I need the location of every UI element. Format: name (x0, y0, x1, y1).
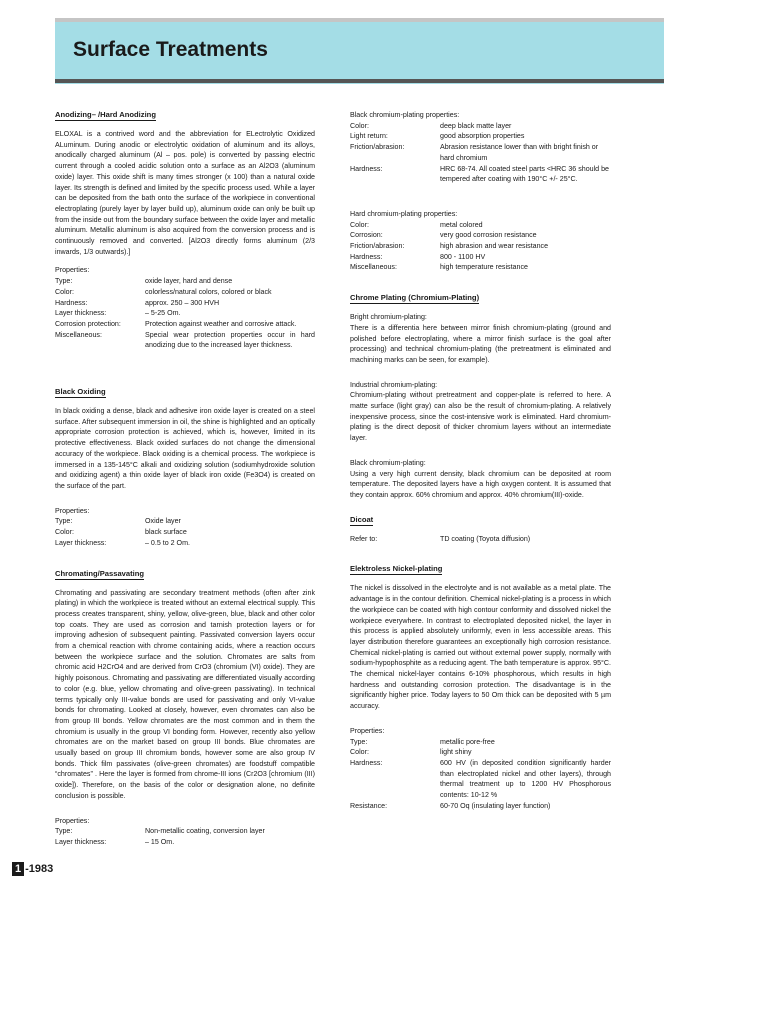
right-column (350, 110, 611, 811)
property-value: Abrasion resistance lower than with bright finish or hard chromium (440, 143, 599, 162)
property-row (350, 737, 611, 748)
property-row (350, 747, 611, 758)
property-key: Friction/abrasion: (350, 143, 405, 152)
property-row (350, 121, 611, 132)
property-row (350, 131, 611, 142)
property-key: Type: (55, 517, 73, 526)
section-body: In black oxiding a dense, black and adhesive iron oxide layer is created on a steel surface. After subsequent immersion in oil, the shine is highlighted and an optically appropriate corrosion protection is achieved, which is, however, limited in its protective effectiveness. Black oxided surfaces do not change the dimensional accuracy of the workpiece. Black oxiding is a chemical process. The workpiece is immersed in a 135-145°C alkali and oxidizing solution (sodiumhydroxide solution and oxidizing agent) a thin oxide layer of black iron oxide (Fe3O4) is created on the surface of the part. (55, 407, 315, 490)
section-heading: Anodizing– /Hard Anodizing (55, 110, 156, 119)
property-key: Hardness: (350, 758, 383, 767)
section-black-chromium-properties (350, 110, 611, 185)
properties-list (350, 737, 611, 812)
subsection-title: Bright chromium-plating: (350, 313, 427, 322)
property-key: Miscellaneous: (55, 330, 102, 339)
properties-title: Properties: (55, 816, 90, 825)
property-value: Non-metallic coating, conversion layer (145, 827, 265, 836)
property-value: high abrasion and wear resistance (440, 242, 549, 251)
properties-list (350, 220, 611, 274)
subsection-body: There is a differentia here between mirror finish chromium-plating (ground and polished before electroplating, where a mirror finish surface is the goal after processing) and technical chromium-plating (the pretreatment is eliminated and machining marks can be seen, for example). (350, 323, 611, 364)
property-value: deep black matte layer (440, 121, 512, 130)
property-row (350, 230, 611, 241)
property-key: Color: (350, 220, 369, 229)
property-value: approx. 250 – 300 HVH (145, 298, 220, 307)
property-row (350, 262, 611, 273)
property-value: – 5-25 Om. (145, 309, 181, 318)
property-row (55, 308, 315, 319)
property-row (55, 538, 315, 549)
property-value: metallic pore-free (440, 737, 495, 746)
section-heading: Dicoat (350, 514, 374, 524)
properties-title: Properties: (55, 506, 90, 515)
property-key: Color: (55, 528, 74, 537)
property-value: 60-70 Oq (insulating layer function) (440, 801, 551, 810)
property-key: Friction/abrasion: (350, 242, 405, 251)
property-row (350, 164, 611, 185)
property-key: Type: (350, 737, 368, 746)
property-value: 600 HV (in deposited condition significantly harder than electroplated nickel and other layers), through thermal treatment up to 1200 HV Phosphorous contents: 10-12 % (440, 758, 611, 800)
section-number-badge: 1 (12, 862, 24, 876)
property-row (55, 516, 315, 527)
property-key: Layer thickness: (55, 538, 107, 547)
property-row (350, 252, 611, 263)
property-value: Special wear protection properties occur in hard anodizing due to the increased layer thickness. (145, 330, 315, 350)
property-value: 800 - 1100 HV (440, 252, 486, 261)
property-row (350, 801, 611, 812)
section-dicoat (350, 515, 611, 545)
section-heading: Chromating/Passavating (55, 568, 145, 578)
property-row (55, 276, 315, 287)
property-value: HRC 68-74. All coated steel parts <HRC 36 should be tempered after coating with 190°C +/- 25°C. (440, 164, 609, 184)
property-row (55, 287, 315, 298)
property-key: Type: (55, 827, 73, 836)
section-heading: Chrome Plating (Chromium-Plating) (350, 293, 480, 303)
section-black-oxiding (55, 387, 315, 548)
section-hard-chromium-properties (350, 209, 611, 273)
properties-list (55, 516, 315, 548)
property-value: TD coating (Toyota diffusion) (440, 534, 531, 543)
property-key: Miscellaneous: (350, 263, 397, 272)
section-body: The nickel is dissolved in the electrolyte and is not available as a metal plate. The advantage is in the contour definition. Chemical nickel-plating is a process in which the workpiece can be coated with high contour conformity and dissolved nickel the workpiece everywhere. In contrast to electroplated deposited nickel, the layer in this process is applied absolutely uniformly, even in less accessible areas. This layer distribution therefore guarantees an exceptionally high corrosion resistance. Chemical nickel-plating is carried out without external power supply, normally with sodium-hypophosphite as a reducing agent. The bath temperature is approx. 95°C. The chemical nickel-layer contains 6-10% phosphorous, which results in high hardness and outstanding corrosion protection. The disadvantage is in the significantly higher price. Today layers to 50 Om thick can be deposited with 5 µm accuracy. (350, 584, 611, 711)
properties-title: Properties: (55, 266, 90, 275)
property-row (55, 319, 315, 330)
property-key: Corrosion protection: (55, 319, 121, 328)
page-title: Surface Treatments (73, 38, 268, 61)
properties-title: Black chromium-plating properties: (350, 111, 460, 119)
property-value: – 0.5 to 2 Om. (145, 538, 190, 547)
left-column (55, 110, 315, 848)
property-key: Corrosion: (350, 231, 383, 240)
property-value: black surface (145, 528, 187, 537)
properties-list (350, 121, 611, 185)
property-value: Protection against weather and corrosive attack. (145, 319, 297, 328)
property-row (55, 330, 315, 351)
property-value: oxide layer, hard and dense (145, 277, 233, 286)
property-value: high temperature resistance (440, 263, 528, 272)
properties-list (55, 276, 315, 351)
property-value: colorless/natural colors, colored or black (145, 287, 272, 296)
properties-list (350, 534, 611, 545)
subsection-title: Industrial chromium-plating: (350, 380, 438, 389)
property-row (350, 220, 611, 231)
property-key: Layer thickness: (55, 309, 107, 318)
properties-title: Hard chromium-plating properties: (350, 209, 458, 218)
title-banner (55, 18, 664, 84)
page-number (12, 862, 53, 876)
section-anodizing (55, 110, 315, 351)
section-nickel-plating (350, 564, 611, 811)
property-key: Hardness: (55, 298, 88, 307)
section-body: Chromating and passivating are secondary treatment methods (often after zink plating) in which the workpiece is treated without an external electrical supply. This process creates transparent, shiny, yellow, olive-green, blue, black and other color top coats. They are used as corrosion and tarnish protection layers or for improving adhesion of subsequent painting. Passivated conversion layers occur from a chemical reaction with chrome containing acids, where a reaction occurs between the workpiece surface and the solution. Chromates are salts from chromic acid H2CrO4 and are derived from CrO3 (chromium (VI) oxide). They are highly poisonous. Chromating and passivating are differentiated visually according to color (e.g. blue, yellow chromating and olive-green passivating). In technical terms typically only III-value bonds are used for passivating and only VI-value bonds for chromating. Looked at closely, however, even chromates can also be from group III bonds. Yellow chromates are the most common and in them the chromium is usually in the group VI bonding form. However, recently also yellow chromates are on the market based on group III bonds. Blue chromates are usually based on group III chromium bonds, however some are also group IV bonds. Thick film passivates (olive-green chromates) are foodstuff compatible “chromates” . Here the layer is formed from chrome-III ions (Cr2O3 [chromium (III) oxide]). Therefore, on the basis of the color or designation alone, no definite conclusion is possible. (55, 588, 315, 800)
properties-list (55, 826, 315, 847)
section-body: ELOXAL is a contrived word and the abbreviation for ELectrolytic Oxidized ALuminum. During anodic or electrolytic oxidation of aluminum and its alloys, anodically charged aluminum (Al – pos. pole) is converted by passing electric current through a cooled acidic solution onto a surface as an Al2O3 (aluminum oxide) layer. This oxide shift is many times stronger (x 100) than a natural oxide layer. Its strength is defined and limited by the specific process used. While a layer can be deposited from the bath onto the surface of the workpiece in conventional electroplating (purely layer by layer build up), aluminum oxide can only be built up from the inside out from the boundary surface between the oxide layer and metallic aluminum. Metallic aluminum is also acquired from the conversion process and is continuously removed and converted. [Al2O3 directly forms aluminum (2/3 inwards, 1/3 outwards).] (55, 130, 315, 256)
property-row (350, 534, 611, 545)
property-key: Color: (350, 748, 369, 757)
property-key: Refer to: (350, 534, 378, 543)
property-row (55, 826, 315, 837)
properties-title: Properties: (350, 726, 385, 735)
property-value: Oxide layer (145, 517, 181, 526)
property-key: Hardness: (350, 252, 383, 261)
property-row (55, 298, 315, 309)
property-row (55, 837, 315, 848)
subsection-body: Chromium-plating without pretreatment and copper-plate is referred to here. A matte surface (light gray) can also be the result of chromium-plating. A relatively inexpensive process, since the cost-intensive work is eliminated. Hard chromium-plating is the direct deposit of thicker chromium layers without an intermediate layer. (350, 391, 611, 443)
property-key: Color: (350, 121, 369, 130)
property-value: good absorption properties (440, 132, 525, 141)
property-row (350, 241, 611, 252)
property-key: Type: (55, 277, 73, 286)
section-chrome-plating (350, 293, 611, 501)
property-key: Resistance: (350, 801, 388, 810)
property-key: Color: (55, 287, 74, 296)
property-key: Layer thickness: (55, 837, 107, 846)
property-row (350, 142, 611, 163)
property-value: light shiny (440, 748, 472, 757)
subsection-body: Using a very high current density, black chromium can be deposited at room temperature. The deposited layers have a high oxygen content. It is assumed that they contain approx. 60% chromium and approx. 40% chromium(III)-oxide. (350, 469, 611, 499)
section-chromating (55, 569, 315, 848)
section-heading: Elektroless Nickel-plating (350, 564, 443, 574)
property-value: metal colored (440, 220, 483, 229)
page-number-text: -1983 (25, 863, 54, 875)
property-row (350, 758, 611, 801)
property-key: Light return: (350, 132, 388, 141)
property-row (55, 527, 315, 538)
property-value: – 15 Om. (145, 837, 175, 846)
banner-shadow (55, 79, 664, 83)
property-value: very good corrosion resistance (440, 231, 537, 240)
property-key: Hardness: (350, 164, 383, 173)
subsection-title: Black chromium-plating: (350, 458, 426, 467)
section-heading: Black Oxiding (55, 387, 106, 397)
